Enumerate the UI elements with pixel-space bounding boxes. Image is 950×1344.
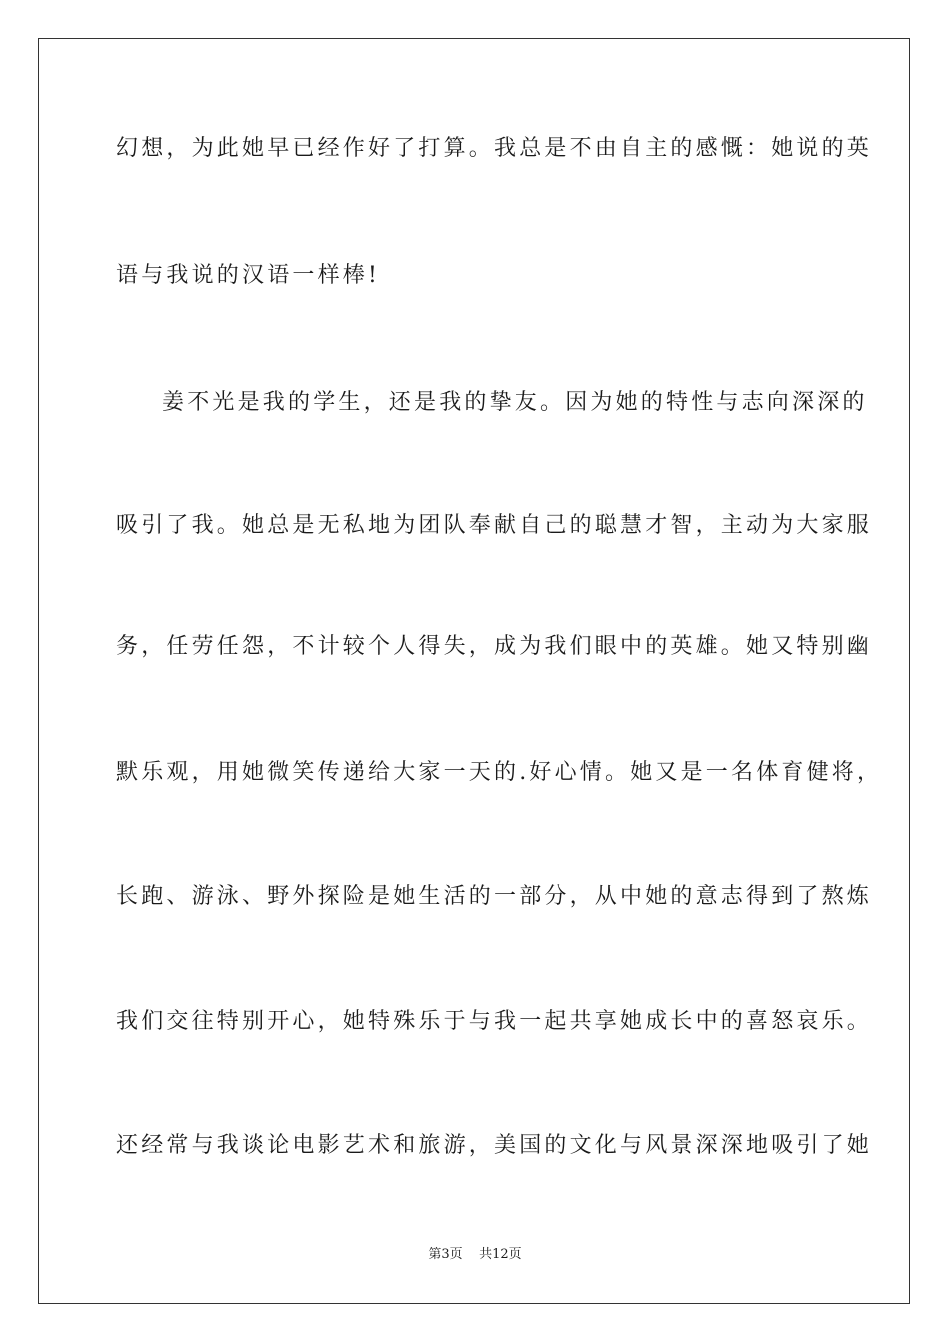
paragraph-first-line: 姜不光是我的学生，还是我的挚友。因为她的特性与志向深深的 — [162, 390, 868, 415]
text-line: 默乐观，用她微笑传递给大家一天的.好心情。她又是一名体育健将， — [116, 760, 883, 785]
text-line: 幻想，为此她早已经作好了打算。我总是不由自主的感慨：她说的英 — [116, 136, 873, 161]
text-line: 还经常与我谈论电影艺术和旅游，美国的文化与风景深深地吸引了她 — [116, 1133, 873, 1158]
page-footer — [0, 1246, 950, 1264]
text-line: 务，任劳任怨，不计较个人得失，成为我们眼中的英雄。她又特别幽 — [116, 634, 873, 659]
page-total: 共12页 — [479, 1247, 522, 1262]
text-line: 我们交往特别开心，她特殊乐于与我一起共享她成长中的喜怒哀乐。 — [116, 1009, 873, 1034]
page-border — [38, 38, 910, 1304]
text-line: 语与我说的汉语一样棒! — [116, 263, 381, 288]
text-line: 长跑、游泳、野外探险是她生活的一部分，从中她的意志得到了熬炼 — [116, 884, 873, 909]
page-number: 第3页 — [428, 1247, 463, 1262]
text-line: 吸引了我。她总是无私地为团队奉献自己的聪慧才智，主动为大家服 — [116, 513, 873, 538]
